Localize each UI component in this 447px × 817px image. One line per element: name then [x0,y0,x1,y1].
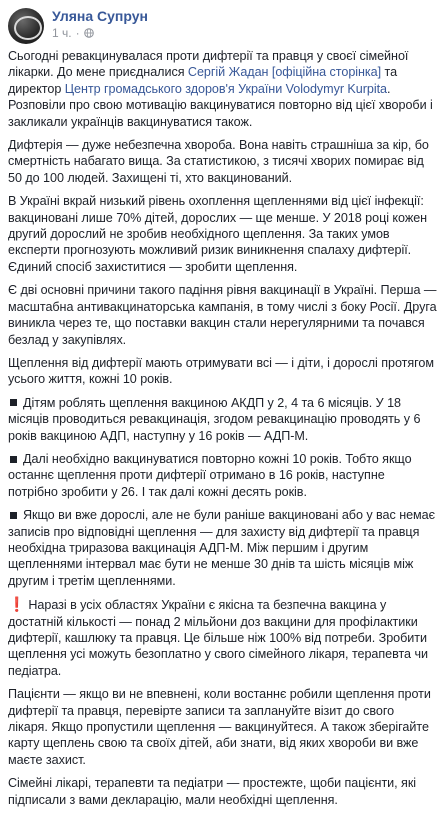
post-subline [52,26,148,40]
paragraph-schedule: Щеплення від дифтерії мають отримувати всі — і діти, і дорослі протягом усього життя, кожні 10 років. [8,355,434,387]
paragraph-diphtheria: Дифтерія — дуже небезпечна хвороба. Вона навіть страшніша за кір, бо смертність набагато вища. За статистикою, з тисячі хворих помирає від 50 до 100 людей. Захищені ті, хто вакцинований. [8,138,429,185]
post-body [8,48,437,808]
mention-public-health-center[interactable]: Центр громадського здоров'я України Volodymyr Kurpita [64,81,387,96]
bullet-children: Дітям роблять щеплення вакциною АКДП у 2, 4 та 6 місяців. У 18 місяців проводиться ревакцинація, згодом ревакцинацію проводять у 6 років вакциною АДП, наступну у 16 років — АДП-М. [8,395,421,443]
separator-dot: · [75,26,80,40]
paragraph-coverage: В Україні вкрай низький рівень охоплення щепленнями від цієї інфекції: вакциновані лише 70% дітей, дорослих — ще менше. У 2018 році кожен другий дорослий не зробив необхідного щеплення. За таких умов експерти прогнозують можливий ризик виникнення спалаху дифтерії. Єдиний спосіб захиститися — зробити щеплення. [8,194,428,274]
paragraph-vaccine-supply: ❗ Наразі в усіх областях України є якісна та безпечна вакцина у достатній кількості — понад 2 мільйони доз вакцини для профілактики дифтерії, кашлюку та правця. Це більше ніж 100% від потреби. Зробити щеплення усі можуть безоплатно у свого сімейного лікаря, терапевта чи педіатра. [8,596,428,678]
author-name[interactable]: Уляна Супрун [52,8,148,24]
bullet-every-10-years: Далі необхідно вакцинуватися повторно кожні 10 років. Тобто якщо останнє щеплення проти дифтерії отримано в 16 років, наступне потрібно зробити у 26. І так далі кожні десять років. [8,451,412,499]
paragraph-intro: Сьогодні ревакцинувалася проти дифтерії та правця у своєї сімейної лікарки. До мене приєдналися Сергій Жадан [офіційна сторінка] та директор Центр громадського здоров'я України Volodymyr Kurpita. Розповіли про свою мотивацію вакцинуватися повторно від цієї хвороби і закликали українців вакцинуватися також. [8,49,433,129]
bullet-adults: Якщо ви вже дорослі, але не були раніше вакциновані або у вас немає записів про відповідні щеплення — для захисту від дифтерії та правця необхідна триразова вакцинація АДП-М. Між першим і другим щепленнями інтервал має бути не менше 30 днів та шість місяців між другим і третім щепленнями. [8,508,435,588]
post-header [8,6,437,48]
author-avatar[interactable] [8,8,44,44]
mention-serhiy-zhadan[interactable]: Сергій Жадан [офіційна сторінка] [187,65,382,80]
paragraph-patients: Пацієнти — якщо ви не впевнені, коли востаннє робили щеплення проти дифтерії та правця, перевірте записи та заплануйте візит до свого лікаря. Якщо пропустили щеплення — вакцинуйтеся. А також зберігайте карту щеплень свою та своїх дітей, аби знати, від яких хвороби ви вже маєте захист. [8,687,431,767]
black-square-icon [10,512,17,519]
globe-icon[interactable] [84,28,94,38]
paragraph-doctors: Сімейні лікарі, терапевти та педіатри — простежте, щоби пацієнти, які підписали з вами декларацію, мали необхідні щеплення. [8,776,417,807]
black-square-icon [10,456,17,463]
post-time[interactable]: 1 ч. [52,26,72,40]
black-square-icon [10,399,17,406]
post-meta [52,8,148,40]
paragraph-reasons: Є дві основні причини такого падіння рівня вакцинації в Україні. Перша — масштабна антивакцинаторська кампанія, в тому числі з боку Росії. Друга виникла через те, що поставки вакцин стали нерегулярними та почався безлад у закупівлях. [8,283,437,347]
exclamation-icon: ❗ [8,596,26,613]
